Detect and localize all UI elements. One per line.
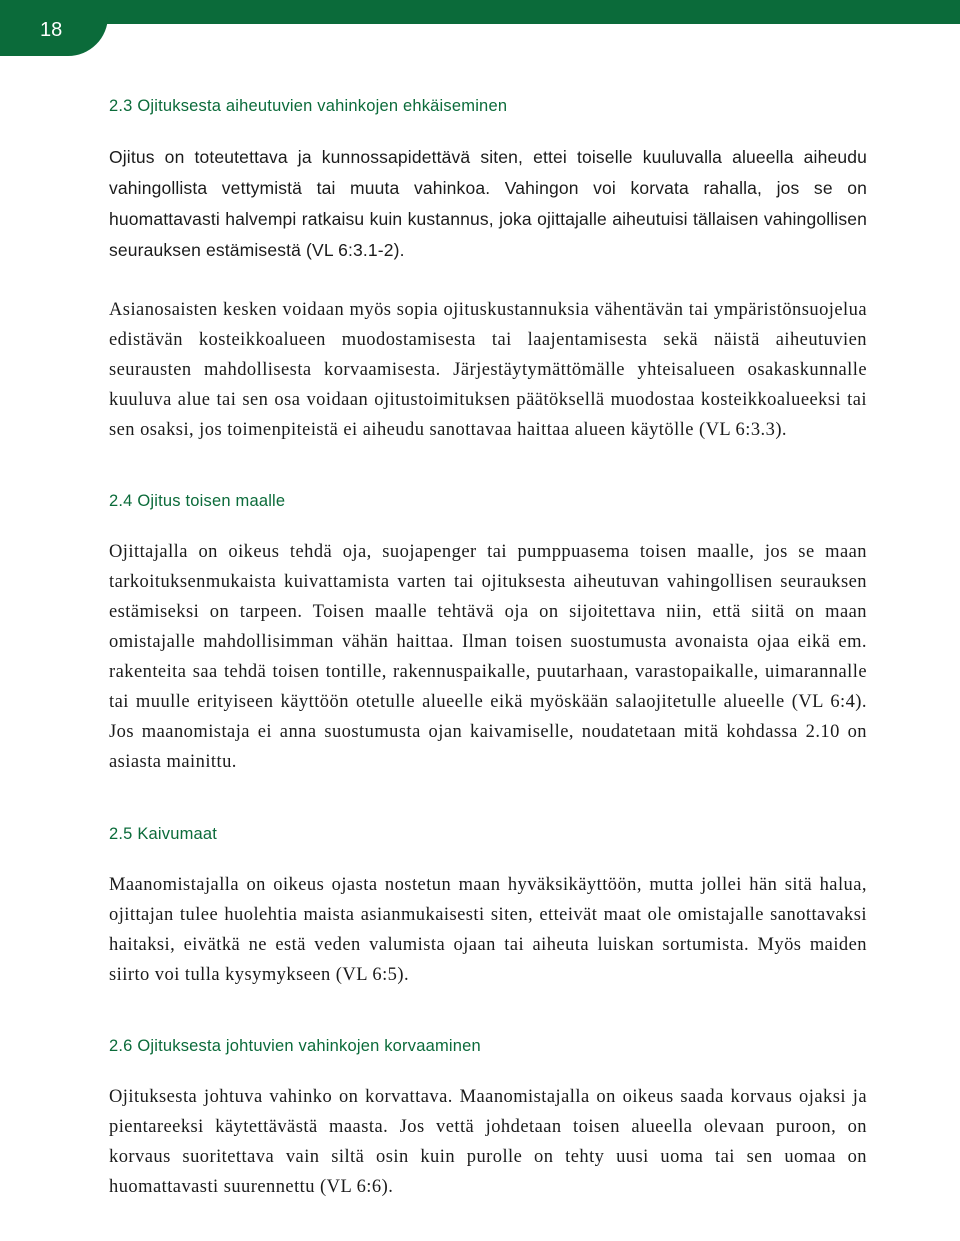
- paragraph-2-3-a: Ojitus on toteutettava ja kunnossapidettävä siten, ettei toiselle kuuluvalla alueella aiheudu vahingollista vettymistä tai muuta vahinkoa. Vahingon voi korvata rahalla, jos se on huomattavasti halvempi ratkaisu kuin kustannus, joka ojittajalle aiheutuisi tällaisen vahingollisen seurauksen estämisestä (VL 6:3.1-2).: [109, 147, 867, 260]
- section-heading-2-3: 2.3 Ojituksesta aiheutuvien vahinkojen ehkäiseminen: [109, 97, 508, 115]
- section-heading-2-4: 2.4 Ojitus toisen maalle: [109, 492, 286, 510]
- paragraph-2-3-b: Asianosaisten kesken voidaan myös sopia ojituskustannuksia vähentävän tai ympäristönsuojelua edistävän kosteikkoalueen muodostamisesta tai laajentamisesta sekä näistä aiheutuvien seurausten mahdollisesta korvaamisesta. Järjestäytymättömälle yhteisalueen osakaskunnalle kuuluva alue tai sen osa voidaan ojitustoimituksen päätöksellä muodostaa kosteikkoalueeksi tai sen osaksi, jos toimenpiteistä ei aiheudu sanottavaa haittaa alueen käytölle (VL 6:3.3).: [109, 300, 867, 440]
- page-number-tab: [0, 0, 108, 56]
- page-content: [109, 95, 867, 1202]
- header-band: [0, 0, 960, 24]
- paragraph-2-4: Ojittajalla on oikeus tehdä oja, suojapenger tai pumppuasema toisen maalle, jos se maan tarkoituksenmukaista kuivattamista varten tai ojituksesta aiheutuvan vahingollisen seurauksen estämiseksi on tarpeen. Toisen maalle tehtävä oja on sijoitettava niin, että siitä on maan omistajalle mahdollisimman vähän haittaa. Ilman toisen suostumusta avonaista ojaa eikä em. rakenteita saa tehdä toisen tontille, rakennuspaikalle, puutarhaan, varastopaikalle, uimarannalle tai muulle erityiseen käyttöön otetulle alueelle eikä myöskään salaojitetulle alueelle (VL 6:4). Jos maanomistaja ei anna suostumusta ojan kaivamiselle, noudatetaan mitä kohdassa 2.10 on asiasta mainittu.: [109, 542, 867, 772]
- section-heading-2-6: 2.6 Ojituksesta johtuvien vahinkojen korvaaminen: [109, 1037, 481, 1055]
- page-number: 18: [40, 19, 63, 41]
- paragraph-2-6: Ojituksesta johtuva vahinko on korvattava. Maanomistajalla on oikeus saada korvaus ojaksi ja pientareeksi käytettävästä maasta. Jos vettä johdetaan toisen alueella olevaan puroon, on korvaus suoritettava vain siltä osin kuin purolle on tehty uusi uoma tai sen uomaa on huomattavasti suurennettu (VL 6:6).: [109, 1087, 867, 1197]
- paragraph-2-5: Maanomistajalla on oikeus ojasta nostetun maan hyväksikäyttöön, mutta jollei hän sitä halua, ojittajan tulee huolehtia maista asianmukaisesti siten, etteivät maat ole omistajalle sanottavaksi haitaksi, eivätkä ne estä veden valumista ojaan tai aiheuta luiskan sortumista. Myös maiden siirto voi tulla kysymykseen (VL 6:5).: [109, 875, 867, 985]
- section-heading-2-5: 2.5 Kaivumaat: [109, 825, 218, 843]
